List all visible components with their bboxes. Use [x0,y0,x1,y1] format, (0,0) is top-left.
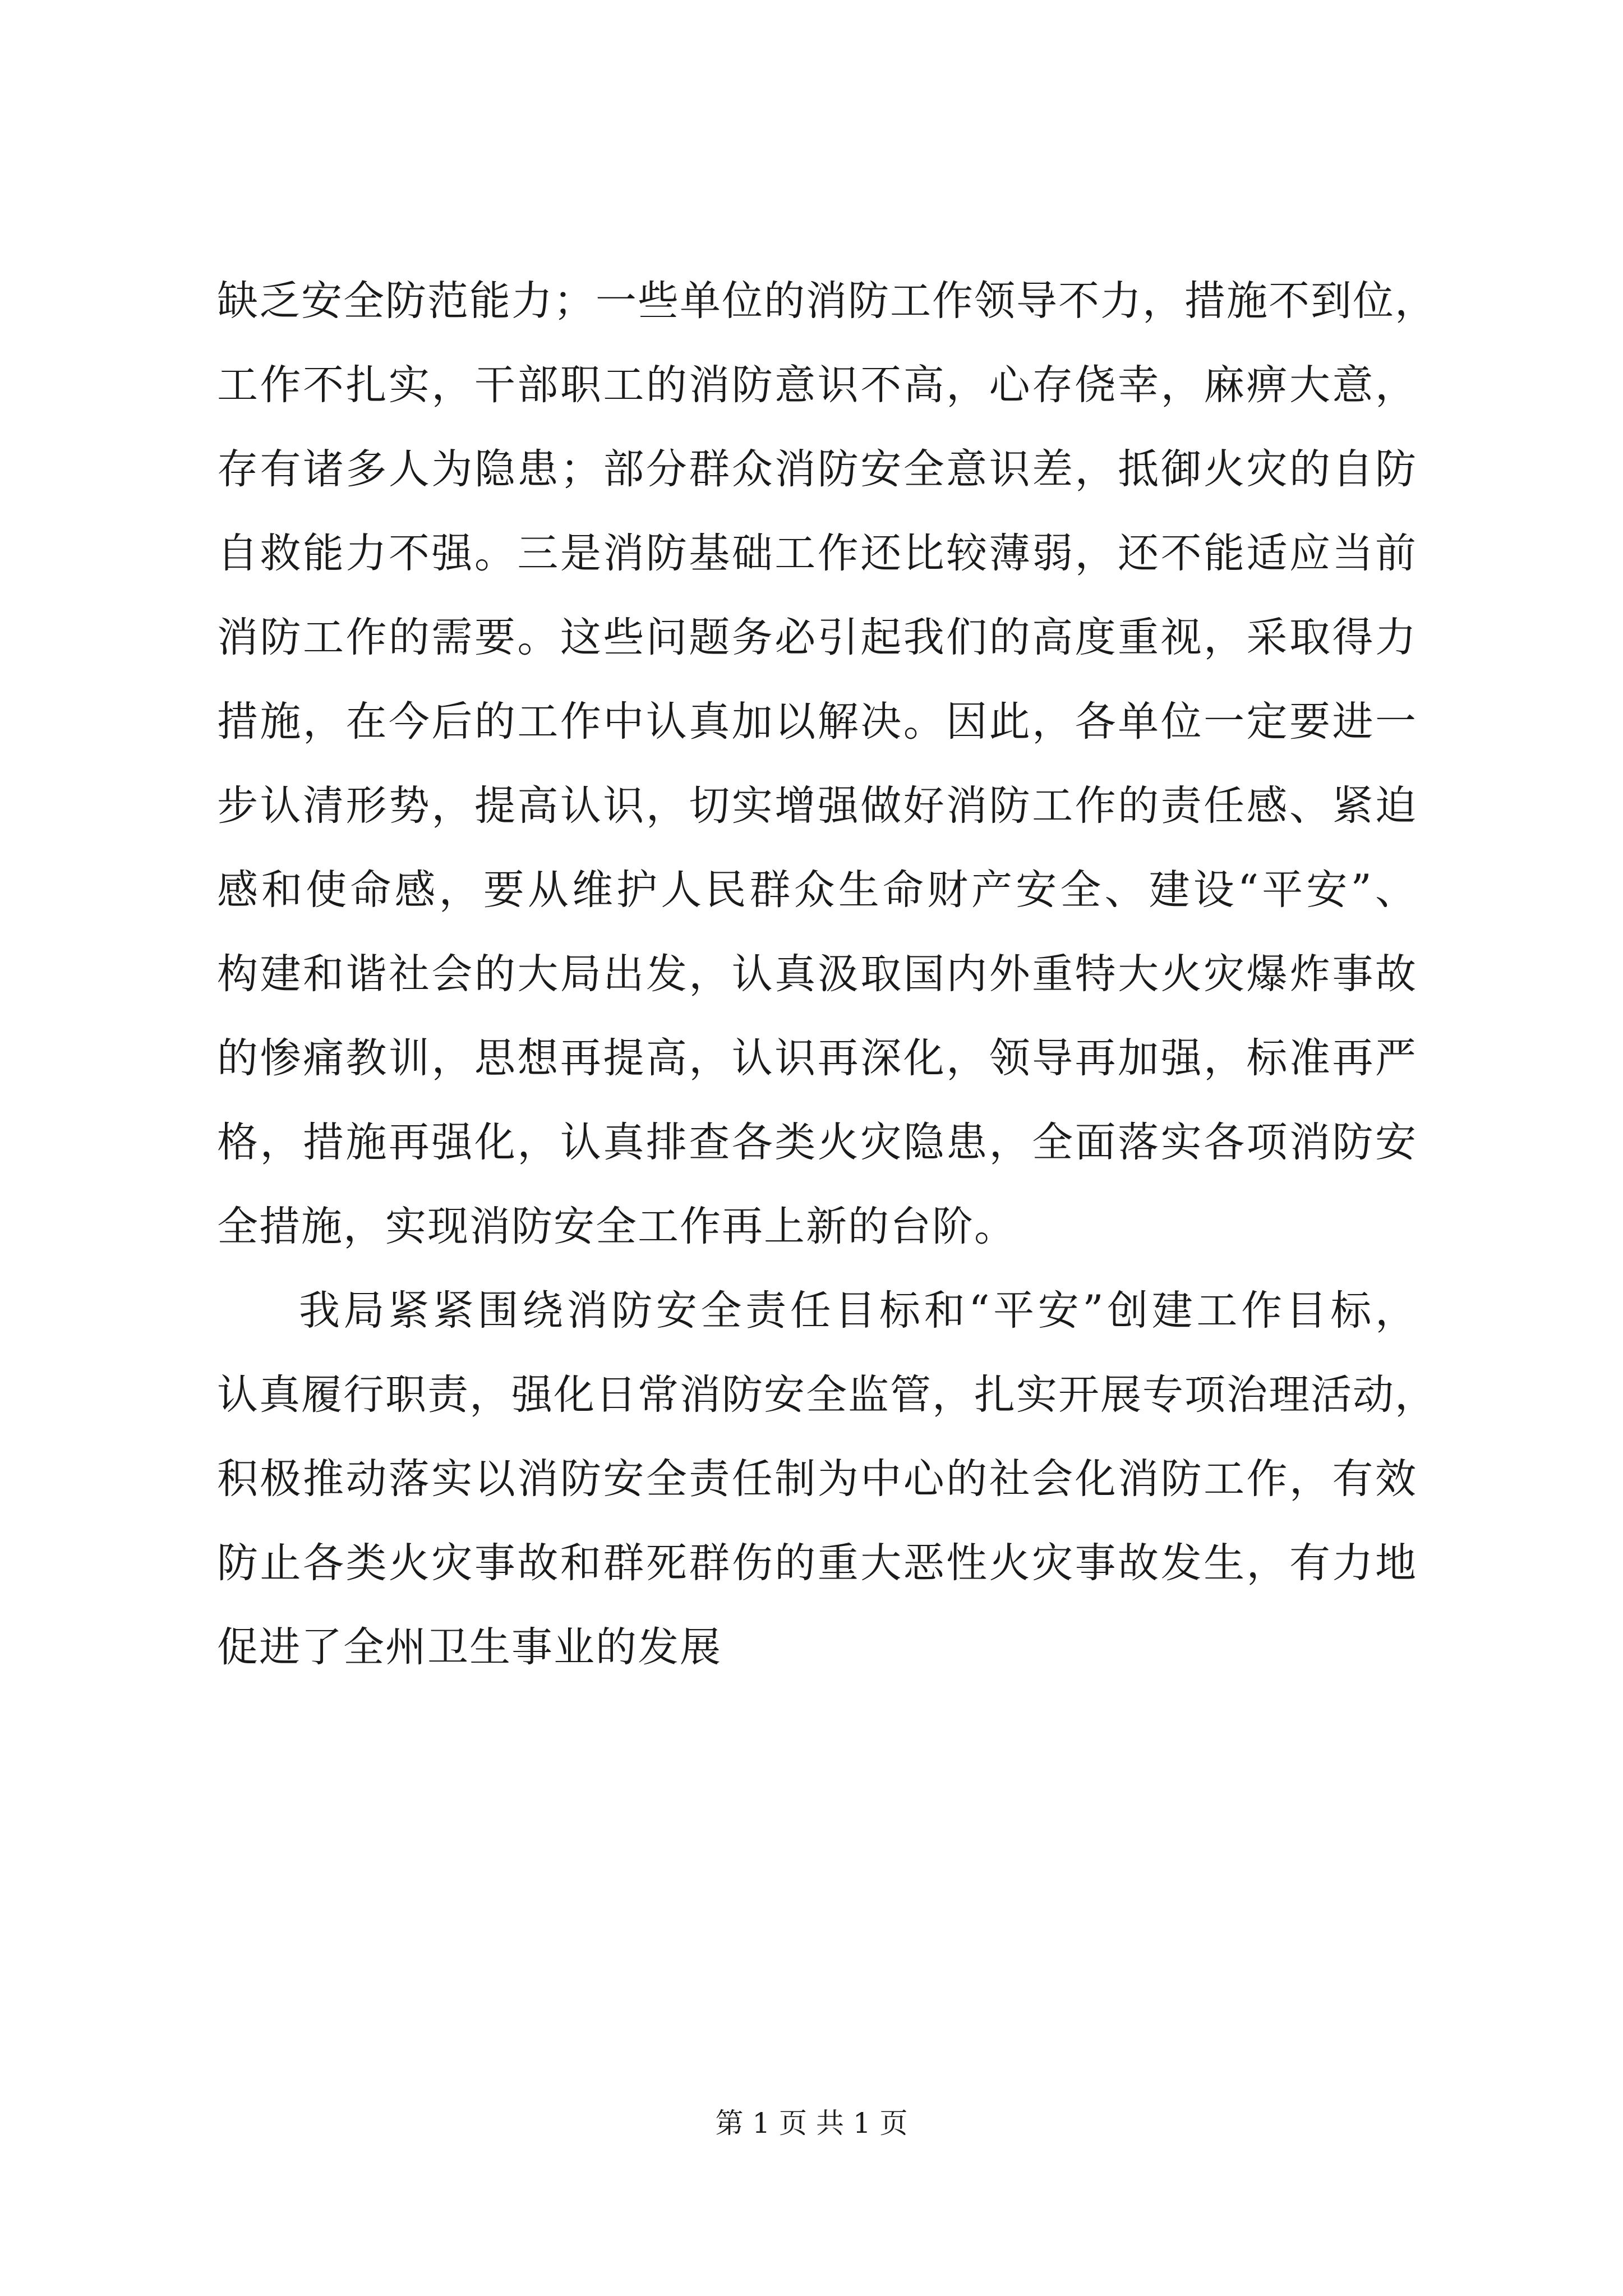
paragraph-2-line-4: 防止各类火灾事故和群死群伤的重大恶性火灾事故发生，有力地 [217,1539,1417,1587]
paragraph-1-line-1: 缺乏安全防范能力；一些单位的消防工作领导不力，措施不到位， [217,277,1437,325]
paragraph-2-line-5: 促进了全州卫生事业的发展 [217,1623,722,1671]
paragraph-1-line-3: 存有诸多人为隐患；部分群众消防安全意识差，抵御火灾的自防 [217,445,1417,493]
paragraph-2-line-1: 我局紧紧围绕消防安全责任目标和“平安”创建工作目标， [299,1287,1417,1335]
paragraph-1-line-4: 自救能力不强。三是消防基础工作还比较薄弱，还不能适应当前 [217,530,1417,577]
paragraph-2-line-2: 认真履行职责，强化日常消防安全监管，扎实开展专项治理活动， [217,1371,1437,1419]
page-number-label: 第 1 页 共 1 页 [715,2107,908,2139]
paragraph-1-line-7: 步认清形势，提高认识，切实增强做好消防工作的责任感、紧迫 [217,782,1417,830]
paragraph-1-line-11: 格，措施再强化，认真排查各类火灾隐患，全面落实各项消防安 [217,1119,1417,1166]
paragraph-1-line-5: 消防工作的需要。这些问题务必引起我们的高度重视，采取得力 [217,614,1417,661]
document-body [217,259,1437,1690]
paragraph-1-line-6: 措施，在今后的工作中认真加以解决。因此，各单位一定要进一 [217,698,1417,746]
paragraph-1-line-8: 感和使命感，要从维护人民群众生命财产安全、建设“平安”、 [217,866,1417,914]
paragraph-1-line-10: 的惨痛教训，思想再提高，认识再深化，领导再加强，标准再严 [217,1034,1417,1082]
paragraph-2-line-3: 积极推动落实以消防安全责任制为中心的社会化消防工作，有效 [217,1455,1417,1503]
paragraph-1-line-12: 全措施，实现消防安全工作再上新的台阶。 [217,1203,1016,1250]
paragraph-1-line-9: 构建和谐社会的大局出发，认真汲取国内外重特大火灾爆炸事故 [217,950,1417,998]
page-footer [0,2106,1623,2140]
paragraph-1-line-2: 工作不扎实，干部职工的消防意识不高，心存侥幸，麻痹大意， [217,361,1417,409]
